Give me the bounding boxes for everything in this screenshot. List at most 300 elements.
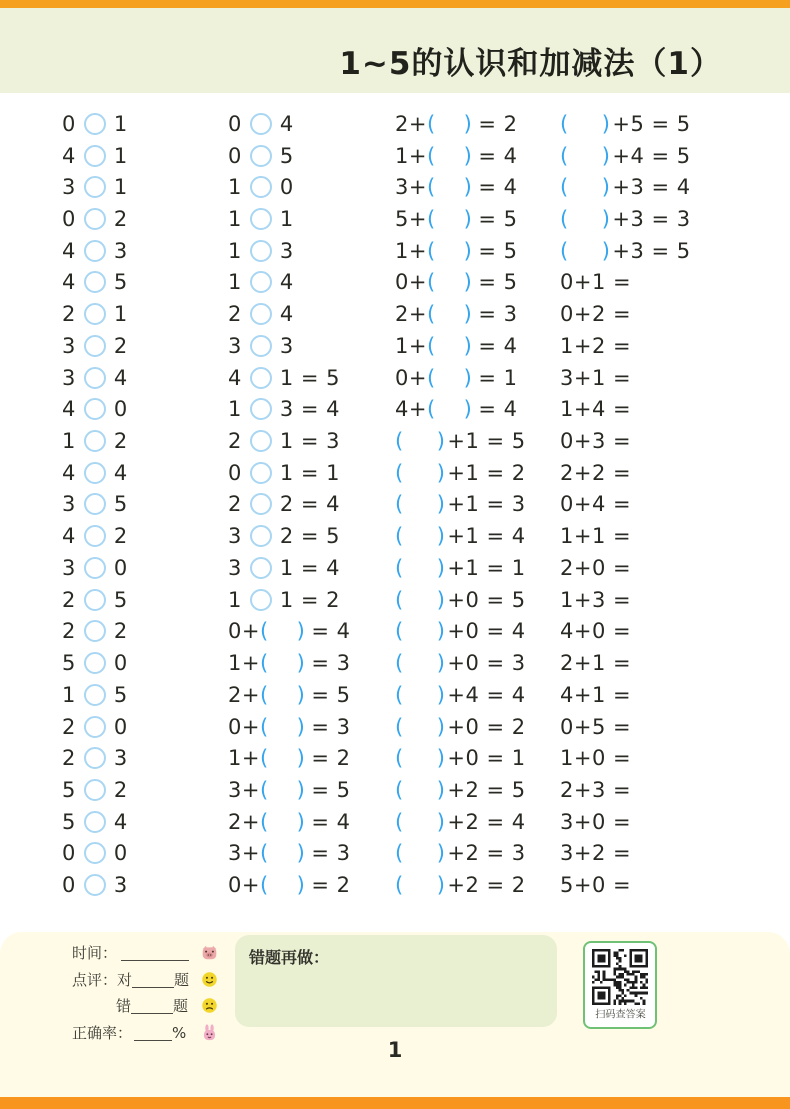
exercise-text: 2 xyxy=(228,429,242,454)
compare-circle xyxy=(84,398,106,420)
exercise-text: ) xyxy=(601,175,611,200)
exercise-text: +3 = 3 xyxy=(612,207,691,232)
wrong-count-blank xyxy=(131,1013,173,1014)
exercise-text: 2+ xyxy=(395,111,427,136)
exercise-text: 3 xyxy=(228,524,242,549)
exercise-item xyxy=(560,108,691,140)
exercise-text: = 5 xyxy=(478,270,518,295)
exercise-text: 1 xyxy=(228,207,242,232)
exercise-text: 1 xyxy=(62,429,76,454)
exercise-text: ( xyxy=(395,555,404,580)
exercise-item xyxy=(395,235,526,267)
exercise-text: ( xyxy=(395,429,404,454)
exercise-text: 4+ xyxy=(395,397,427,422)
compare-circle xyxy=(84,620,106,642)
exercise-text: 4+1 = xyxy=(560,682,632,707)
exercise-text: 2+0 = xyxy=(560,555,632,580)
exercise-text: 4 xyxy=(62,143,76,168)
compare-circle xyxy=(250,145,272,167)
exercise-text: 3 xyxy=(228,555,242,580)
exercise-text: = 2 xyxy=(311,746,351,771)
exercise-text: 0+1 = xyxy=(560,270,632,295)
exercise-text: +4 = 4 xyxy=(447,682,526,707)
exercise-text: 1+1 = xyxy=(560,524,632,549)
exercise-text: 0+ xyxy=(228,873,260,898)
accuracy-label: 正确率： xyxy=(72,1024,133,1043)
exercise-text: 1 xyxy=(279,207,294,232)
exercise-item xyxy=(228,457,351,489)
exercise-text: 2 xyxy=(228,302,242,327)
compare-circle xyxy=(84,493,106,515)
exercise-text: ( xyxy=(560,175,569,200)
exercise-text: = 4 xyxy=(311,809,351,834)
exercise-text: +2 = 2 xyxy=(447,873,526,898)
exercise-text: 1 = 1 xyxy=(279,460,341,485)
exercise-item xyxy=(62,489,128,521)
exercise-item xyxy=(228,520,351,552)
compare-circle xyxy=(84,208,106,230)
sad-face-icon xyxy=(201,997,218,1014)
exercise-item xyxy=(395,298,526,330)
exercise-item xyxy=(560,774,691,806)
compare-circle xyxy=(84,716,106,738)
exercise-text: = 3 xyxy=(311,714,351,739)
exercise-item xyxy=(62,330,128,362)
exercise-text: 2 = 5 xyxy=(279,524,341,549)
exercise-text: 2+2 = xyxy=(560,460,632,485)
exercise-text: 0+5 = xyxy=(560,714,632,739)
exercise-item xyxy=(228,140,351,172)
exercise-item xyxy=(62,267,128,299)
exercise-text: ) xyxy=(436,651,446,676)
exercise-text: ( xyxy=(259,841,269,866)
pig-icon xyxy=(201,944,218,961)
time-row xyxy=(72,939,218,966)
correct-row xyxy=(72,966,218,993)
compare-circle xyxy=(84,589,106,611)
exercise-text: 3 xyxy=(279,333,294,358)
exercise-text: ) xyxy=(296,746,306,771)
exercise-area xyxy=(0,93,790,933)
exercise-text: 2 xyxy=(113,777,128,802)
time-label: 时间： xyxy=(72,943,118,962)
exercise-text: 1 = 5 xyxy=(279,365,341,390)
exercise-item xyxy=(560,203,691,235)
exercise-item xyxy=(228,552,351,584)
exercise-item xyxy=(395,203,526,235)
exercise-item xyxy=(560,393,691,425)
exercise-text: 3 xyxy=(62,175,76,200)
exercise-text: ) xyxy=(296,777,306,802)
exercise-item xyxy=(62,140,128,172)
exercise-item xyxy=(228,489,351,521)
exercise-text: ) xyxy=(601,143,611,168)
operator-circle xyxy=(250,589,272,611)
exercise-item xyxy=(62,235,128,267)
exercise-text: 1+3 = xyxy=(560,587,632,612)
exercise-text: ( xyxy=(259,746,269,771)
exercise-item xyxy=(62,584,128,616)
exercise-text: ) xyxy=(463,111,473,136)
exercise-text: ) xyxy=(463,333,473,358)
exercise-text: 0 xyxy=(113,841,128,866)
exercise-text: ( xyxy=(259,619,269,644)
exercise-text: 5 xyxy=(113,492,128,517)
exercise-item xyxy=(228,330,351,362)
exercise-text: 3+ xyxy=(228,777,260,802)
exercise-text: = 5 xyxy=(311,777,351,802)
exercise-item xyxy=(560,330,691,362)
exercise-item xyxy=(560,647,691,679)
percent-label: % xyxy=(172,1023,187,1042)
exercise-text: 2 xyxy=(113,429,128,454)
exercise-text: ( xyxy=(426,111,436,136)
exercise-text: 4 xyxy=(62,460,76,485)
exercise-item xyxy=(560,584,691,616)
exercise-text: 1 = 2 xyxy=(279,587,341,612)
footer-panel xyxy=(0,932,790,1097)
exercise-text: 0 xyxy=(62,873,76,898)
exercise-item xyxy=(395,584,526,616)
exercise-text: ( xyxy=(560,143,569,168)
exercise-text: 4 xyxy=(113,809,128,834)
exercise-item xyxy=(395,140,526,172)
exercise-text: 1+ xyxy=(395,238,427,263)
score-block xyxy=(72,939,218,1046)
exercise-item xyxy=(228,806,351,838)
page-header xyxy=(0,8,790,93)
exercise-text: +5 = 5 xyxy=(612,111,691,136)
exercise-item xyxy=(62,774,128,806)
exercise-text: 2 xyxy=(113,524,128,549)
exercise-text: ( xyxy=(395,809,404,834)
exercise-text: = 2 xyxy=(478,111,518,136)
exercise-text: 0+4 = xyxy=(560,492,632,517)
exercise-text: ( xyxy=(426,207,436,232)
exercise-text: +0 = 5 xyxy=(447,587,526,612)
exercise-item xyxy=(62,425,128,457)
compare-circle xyxy=(84,652,106,674)
operator-circle xyxy=(250,398,272,420)
compare-circle xyxy=(84,367,106,389)
exercise-text: 1 = 3 xyxy=(279,429,341,454)
exercise-text: 3 xyxy=(113,746,128,771)
operator-circle xyxy=(250,462,272,484)
exercise-text: ( xyxy=(395,492,404,517)
exercise-text: +1 = 1 xyxy=(447,555,526,580)
exercise-item xyxy=(62,616,128,648)
compare-circle xyxy=(84,747,106,769)
exercise-item xyxy=(560,552,691,584)
exercise-text: ( xyxy=(426,397,436,422)
exercise-text: ) xyxy=(463,397,473,422)
exercise-text: 1+ xyxy=(395,333,427,358)
exercise-column-2 xyxy=(228,108,351,901)
exercise-text: 0 xyxy=(228,111,242,136)
exercise-text: 1 xyxy=(62,682,76,707)
exercise-text: ) xyxy=(436,746,446,771)
compare-circle xyxy=(84,557,106,579)
exercise-item xyxy=(62,520,128,552)
operator-circle xyxy=(250,367,272,389)
compare-circle xyxy=(84,811,106,833)
exercise-text: 1+4 = xyxy=(560,397,632,422)
exercise-text: 4 xyxy=(113,365,128,390)
exercise-item xyxy=(395,330,526,362)
exercise-text: 1 xyxy=(228,587,242,612)
exercise-text: 1+2 = xyxy=(560,333,632,358)
qr-caption: 扫码查答案 xyxy=(594,1007,646,1020)
exercise-text: = 4 xyxy=(478,397,518,422)
exercise-text: 1 xyxy=(113,143,128,168)
exercise-text: 2 xyxy=(113,207,128,232)
exercise-text: 1 xyxy=(228,270,242,295)
exercise-item xyxy=(560,457,691,489)
compare-circle xyxy=(84,113,106,135)
correct-label: 对 xyxy=(117,970,133,989)
qr-code xyxy=(592,949,648,1005)
exercise-text: = 4 xyxy=(311,619,351,644)
exercise-text: ( xyxy=(259,873,269,898)
exercise-item xyxy=(62,679,128,711)
compare-circle xyxy=(250,176,272,198)
operator-circle xyxy=(250,557,272,579)
exercise-text: 0 xyxy=(279,175,294,200)
wrong-row xyxy=(72,993,218,1020)
exercise-item xyxy=(560,711,691,743)
exercise-text: ) xyxy=(436,460,446,485)
exercise-text: ( xyxy=(259,777,269,802)
exercise-text: ) xyxy=(601,111,611,136)
exercise-text: 0+ xyxy=(395,270,427,295)
exercise-item xyxy=(62,457,128,489)
exercise-text: ( xyxy=(259,714,269,739)
exercise-text: 0 xyxy=(228,460,242,485)
exercise-text: = 4 xyxy=(478,175,518,200)
compare-circle xyxy=(84,271,106,293)
exercise-text: 3 xyxy=(228,333,242,358)
exercise-text: 4 xyxy=(62,238,76,263)
exercise-item xyxy=(395,552,526,584)
exercise-text: ( xyxy=(395,714,404,739)
exercise-item xyxy=(395,711,526,743)
exercise-text: 4 xyxy=(62,524,76,549)
wrong-label: 错 xyxy=(116,997,132,1016)
exercise-item xyxy=(395,425,526,457)
exercise-text: 2 xyxy=(62,302,76,327)
compare-circle xyxy=(84,779,106,801)
exercise-text: ) xyxy=(296,841,306,866)
exercise-text: 4 xyxy=(228,365,242,390)
exercise-text: 0 xyxy=(113,714,128,739)
exercise-item xyxy=(228,869,351,901)
exercise-item xyxy=(228,584,351,616)
exercise-text: +2 = 5 xyxy=(447,777,526,802)
exercise-item xyxy=(560,742,691,774)
exercise-text: ) xyxy=(296,651,306,676)
exercise-text: 4 xyxy=(62,270,76,295)
exercise-text: ( xyxy=(426,143,436,168)
exercise-item xyxy=(62,298,128,330)
exercise-text: +3 = 4 xyxy=(612,175,691,200)
time-blank xyxy=(121,960,189,961)
exercise-item xyxy=(395,520,526,552)
exercise-item xyxy=(228,171,351,203)
exercise-item xyxy=(560,140,691,172)
exercise-item xyxy=(395,616,526,648)
exercise-item xyxy=(560,806,691,838)
exercise-item xyxy=(228,267,351,299)
operator-circle xyxy=(250,430,272,452)
exercise-text: 2 xyxy=(113,333,128,358)
exercise-item xyxy=(560,298,691,330)
exercise-text: ) xyxy=(296,619,306,644)
exercise-text: 3 xyxy=(62,555,76,580)
exercise-text: 0+ xyxy=(395,365,427,390)
compare-circle xyxy=(84,525,106,547)
exercise-text: 3 xyxy=(279,238,294,263)
exercise-item xyxy=(228,742,351,774)
exercise-item xyxy=(395,393,526,425)
exercise-item xyxy=(395,774,526,806)
exercise-item xyxy=(560,267,691,299)
exercise-text: ( xyxy=(395,841,404,866)
redo-label: 错题再做： xyxy=(249,948,330,967)
happy-face-icon xyxy=(201,971,218,988)
exercise-item xyxy=(395,457,526,489)
exercise-text: ( xyxy=(560,207,569,232)
exercise-text: ) xyxy=(601,238,611,263)
exercise-text: ( xyxy=(426,365,436,390)
exercise-item xyxy=(228,711,351,743)
operator-circle xyxy=(250,525,272,547)
exercise-item xyxy=(228,774,351,806)
exercise-text: 4 xyxy=(279,111,294,136)
exercise-text: 5 xyxy=(62,777,76,802)
exercise-text: = 3 xyxy=(311,841,351,866)
review-label: 点评： xyxy=(72,970,118,989)
exercise-text: 3+ xyxy=(395,175,427,200)
exercise-text: 5 xyxy=(113,270,128,295)
exercise-text: ) xyxy=(296,873,306,898)
exercise-text: 1 xyxy=(228,175,242,200)
exercise-text: 3 xyxy=(62,492,76,517)
exercise-column-3 xyxy=(395,108,526,901)
exercise-text: 0 xyxy=(62,207,76,232)
exercise-text: ) xyxy=(463,270,473,295)
exercise-item xyxy=(560,489,691,521)
exercise-text: +2 = 4 xyxy=(447,809,526,834)
exercise-text: ( xyxy=(259,682,269,707)
exercise-text: 0 xyxy=(62,841,76,866)
exercise-item xyxy=(560,520,691,552)
exercise-text: = 4 xyxy=(478,143,518,168)
exercise-text: = 2 xyxy=(311,873,351,898)
exercise-text: 5 xyxy=(279,143,294,168)
compare-circle xyxy=(250,208,272,230)
top-accent-bar xyxy=(0,0,790,8)
exercise-text: ( xyxy=(395,587,404,612)
questions-label: 题 xyxy=(174,970,190,989)
page-title: 1~5的认识和加减法（1） xyxy=(339,46,722,82)
page-number: 1 xyxy=(387,1038,403,1062)
exercise-item xyxy=(228,647,351,679)
exercise-text: ) xyxy=(436,682,446,707)
exercise-text: ( xyxy=(426,270,436,295)
exercise-item xyxy=(395,742,526,774)
exercise-item xyxy=(62,838,128,870)
exercise-item xyxy=(228,108,351,140)
exercise-text: 5+ xyxy=(395,207,427,232)
redo-wrong-problems-box xyxy=(235,935,557,1027)
exercise-text: 2+1 = xyxy=(560,651,632,676)
exercise-item xyxy=(62,711,128,743)
exercise-text: ) xyxy=(436,809,446,834)
exercise-text: 1+0 = xyxy=(560,746,632,771)
compare-circle xyxy=(250,113,272,135)
exercise-item xyxy=(395,869,526,901)
exercise-text: ) xyxy=(463,238,473,263)
exercise-item xyxy=(228,203,351,235)
exercise-text: +2 = 3 xyxy=(447,841,526,866)
exercise-text: 3 xyxy=(62,365,76,390)
exercise-text: ) xyxy=(296,714,306,739)
qr-panel xyxy=(583,941,657,1029)
exercise-item xyxy=(62,362,128,394)
exercise-text: 5+0 = xyxy=(560,873,632,898)
exercise-text: ) xyxy=(436,841,446,866)
exercise-item xyxy=(395,679,526,711)
exercise-item xyxy=(395,838,526,870)
exercise-text: ( xyxy=(259,809,269,834)
exercise-text: ( xyxy=(560,111,569,136)
exercise-item xyxy=(228,362,351,394)
exercise-text: = 5 xyxy=(478,207,518,232)
exercise-item xyxy=(62,203,128,235)
exercise-item xyxy=(395,362,526,394)
exercise-text: 0 xyxy=(62,111,76,136)
exercise-text: 3 xyxy=(62,333,76,358)
compare-circle xyxy=(84,430,106,452)
questions-label: 题 xyxy=(173,997,189,1016)
exercise-text: 4 xyxy=(279,270,294,295)
exercise-text: ) xyxy=(436,492,446,517)
exercise-item xyxy=(560,616,691,648)
exercise-text: 5 xyxy=(113,587,128,612)
exercise-text: 5 xyxy=(113,682,128,707)
exercise-text: +1 = 5 xyxy=(447,429,526,454)
exercise-text: ) xyxy=(296,809,306,834)
exercise-text: 5 xyxy=(62,651,76,676)
exercise-text: 0+3 = xyxy=(560,429,632,454)
exercise-item xyxy=(228,425,351,457)
exercise-text: 3 = 4 xyxy=(279,397,341,422)
exercise-text: 2 xyxy=(62,714,76,739)
exercise-text: ( xyxy=(426,333,436,358)
exercise-text: 0+2 = xyxy=(560,302,632,327)
exercise-item xyxy=(560,679,691,711)
exercise-item xyxy=(395,647,526,679)
exercise-text: 2+ xyxy=(395,302,427,327)
exercise-text: 1 xyxy=(113,175,128,200)
exercise-text: ( xyxy=(259,651,269,676)
exercise-text: 2+ xyxy=(228,809,260,834)
exercise-text: = 1 xyxy=(478,365,518,390)
exercise-item xyxy=(228,393,351,425)
exercise-text: 2 xyxy=(228,492,242,517)
exercise-text: ( xyxy=(395,460,404,485)
exercise-item xyxy=(395,267,526,299)
